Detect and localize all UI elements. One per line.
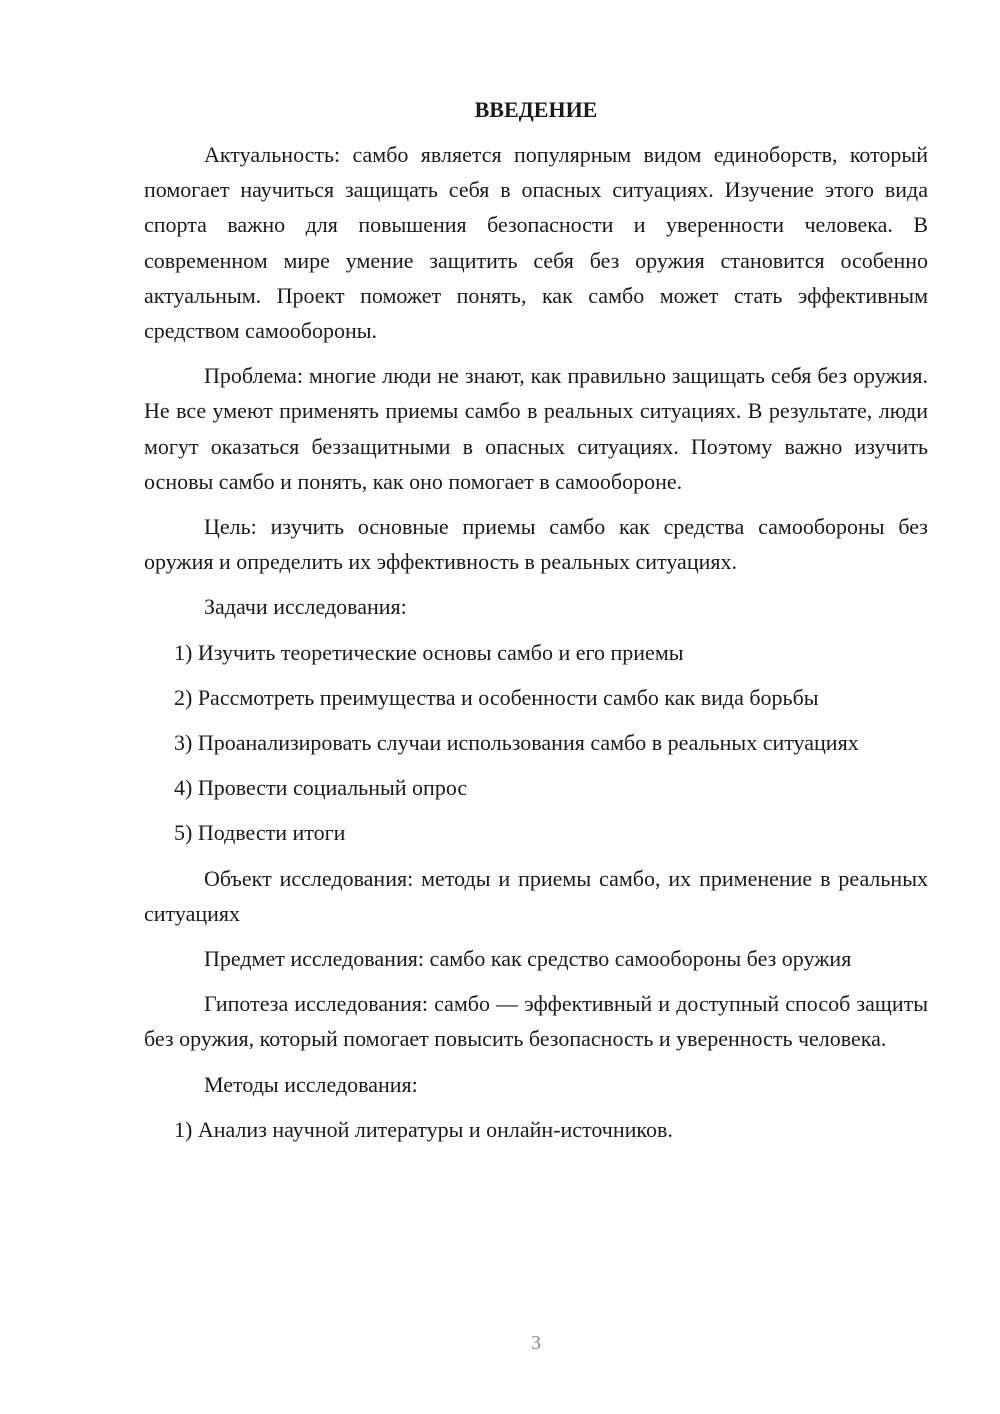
page-number: 3 bbox=[531, 1332, 541, 1354]
document-body bbox=[144, 92, 928, 1157]
problem-paragraph: Проблема: многие люди не знают, как правильно защищать себя без оружия. Не все умеют применять приемы самбо в реальных ситуациях. В результате, люди могут оказаться беззащитными в опасных ситуациях. Поэтому важно изучить основы самбо и понять, как оно помогает в самообороне. bbox=[144, 363, 928, 494]
tasks-heading: Задачи исследования: bbox=[204, 594, 407, 620]
object-paragraph: Объект исследования: методы и приемы самбо, их применение в реальных ситуациях bbox=[144, 865, 928, 926]
hypothesis-paragraph: Гипотеза исследования: самбо — эффективный и доступный способ защиты без оружия, который помогает повысить безопасность и уверенность человека. bbox=[144, 991, 928, 1052]
method-item: 1) Анализ научной литературы и онлайн-источников. bbox=[174, 1116, 673, 1142]
task-item: 1) Изучить теоретические основы самбо и его приемы bbox=[174, 639, 684, 665]
task-item: 5) Подвести итоги bbox=[174, 820, 346, 846]
task-item: 4) Провести социальный опрос bbox=[174, 775, 468, 801]
task-item: 2) Рассмотреть преимущества и особенности самбо как вида борьбы bbox=[174, 684, 819, 710]
task-item: 3) Проанализировать случаи использования самбо в реальных ситуациях bbox=[174, 730, 859, 756]
relevance-paragraph: Актуальность: самбо является популярным видом единоборств, который помогает научиться защищать себя в опасных ситуациях. Изучение этого вида спорта важно для повышения безопасности и уверенности человека. В современном мире умение защитить себя без оружия становится особенно актуальным. Проект поможет понять, как самбо может стать эффективным средством самообороны. bbox=[144, 142, 928, 344]
methods-heading: Методы исследования: bbox=[204, 1071, 418, 1097]
goal-paragraph: Цель: изучить основные приемы самбо как средства самообороны без оружия и определить их эффективность в реальных ситуациях. bbox=[144, 514, 928, 575]
section-heading: ВВЕДЕНИЕ bbox=[474, 97, 598, 122]
subject-paragraph: Предмет исследования: самбо как средство самообороны без оружия bbox=[204, 946, 852, 972]
